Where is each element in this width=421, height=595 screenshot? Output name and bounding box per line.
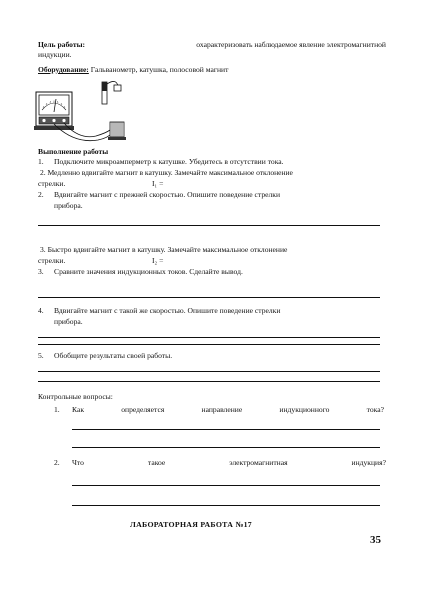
procedure-heading: Выполнение работы	[38, 147, 109, 156]
question-2-word: такое	[147, 458, 166, 467]
answer-line[interactable]	[38, 225, 380, 226]
questions-heading: Контрольные вопросы:	[38, 392, 113, 401]
step-1-text: Подключите микроамперметр к катушке. Убедитесь в отсутствии тока.	[54, 157, 284, 166]
bar-magnet-icon	[102, 81, 121, 104]
question-2-word: индукция?	[351, 458, 386, 467]
goal-line	[38, 40, 386, 49]
answer-line[interactable]	[38, 381, 380, 382]
answer-line[interactable]	[38, 337, 380, 338]
question-1-number: 1.	[54, 405, 60, 414]
question-2-word: электромагнитная	[229, 458, 288, 467]
answer-line[interactable]	[72, 429, 380, 430]
current-i1-label: I₁ =	[152, 179, 164, 188]
question-2-number: 2.	[54, 458, 60, 467]
answer-line[interactable]	[72, 505, 380, 506]
step-4-text-1: 3. Быстро вдвигайте магнит в катушку. Замечайте максимальное отклонение	[40, 245, 288, 254]
coil-icon	[108, 122, 126, 140]
current-i2-label: I₂ =	[152, 256, 164, 265]
answer-line[interactable]	[38, 371, 380, 372]
question-1-word: тока?	[366, 405, 384, 414]
question-2-text	[72, 458, 386, 467]
step-4-text-2: стрелки.	[38, 256, 66, 265]
answer-line[interactable]	[38, 344, 380, 345]
question-1-word: Как	[72, 405, 85, 414]
question-1-text	[72, 405, 384, 414]
answer-line[interactable]	[72, 485, 380, 486]
equipment-line	[38, 65, 228, 74]
step-3-text-2: прибора.	[54, 201, 83, 210]
step-3-text-1: Вдвигайте магнит с прежней скоростью. Опишите поведение стрелки	[54, 190, 281, 199]
question-1-word: индукционного	[279, 405, 330, 414]
step-6-text-1: Вдвигайте магнит с такой же скоростью. Опишите поведение стрелки	[54, 306, 281, 315]
step-2-text-1: 2. Медленно вдвигайте магнит в катушку. Замечайте максимальное отклонение	[40, 168, 293, 177]
equipment-label: Оборудование:	[38, 65, 89, 74]
question-1-word: направление	[201, 405, 243, 414]
page-number: 35	[370, 534, 381, 546]
step-1-number: 1.	[38, 157, 44, 166]
step-5-number: 3.	[38, 267, 44, 276]
step-7-number: 5.	[38, 351, 44, 360]
apparatus-illustration	[34, 78, 134, 146]
footer-title: ЛАБОРАТОРНАЯ РАБОТА №17	[130, 520, 253, 529]
question-1-word: определяется	[121, 405, 165, 414]
step-6-number: 4.	[38, 306, 44, 315]
goal-label: Цель работы:	[38, 40, 86, 49]
question-2-word: Что	[72, 458, 84, 467]
step-3-number: 2.	[38, 190, 44, 199]
step-7-text: Обобщите результаты своей работы.	[54, 351, 173, 360]
step-5-text: Сравните значения индукционных токов. Сделайте вывод.	[54, 267, 243, 276]
answer-line[interactable]	[72, 447, 380, 448]
step-6-text-2: прибора.	[54, 317, 83, 326]
step-2-text-2: стрелки.	[38, 179, 66, 188]
goal-text-1: охарактеризовать наблюдаемое явление электромагнитной	[196, 40, 386, 49]
equipment-value: Гальванометр, катушка, полосовой магнит	[90, 65, 229, 74]
answer-line[interactable]	[38, 297, 380, 298]
goal-text-2: индукции.	[38, 50, 72, 59]
